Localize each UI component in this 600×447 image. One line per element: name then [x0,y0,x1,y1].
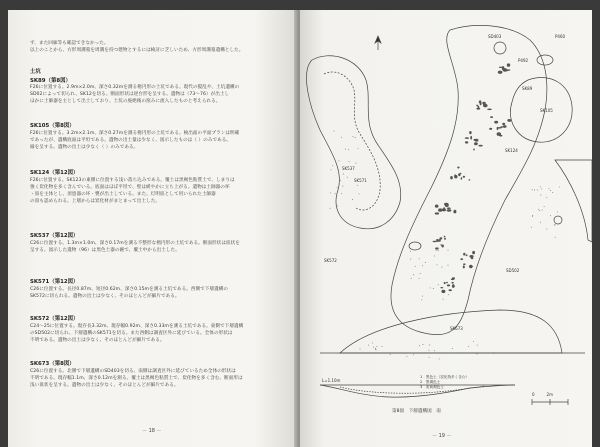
scale-label: 0 2m [532,392,553,397]
pebble-mark [445,283,446,284]
stone-mark [480,102,482,105]
pebble-mark [413,274,414,275]
pebble-mark [353,136,354,137]
plan-label: P492 [518,58,529,63]
pebble-mark [330,208,331,209]
stone-mark [498,127,502,129]
pebble-mark [549,188,550,189]
pebble-mark [357,148,358,149]
entry-line: ほかに土師器を主として出土しており、土坑の廃絶後の窪みに流入したものと考えられる。 [30,99,221,104]
entry-line: F26に位置する。SK123の東側に位置する浅い落ち込みである。覆土は黒褐色粘質土で、しまりは [30,178,235,183]
pebble-mark [477,345,478,346]
pebble-mark [550,190,551,191]
pebble-mark [356,163,357,164]
entry-line: F26に位置する。2.9m×2.0m、深さ0.32mを測る楕円形の土坑である。現代の撹乱や、土坑遺構の [30,85,240,90]
pebble-mark [422,296,423,297]
pebble-mark [415,266,416,267]
entry-line: のSD502に切られ、下層遺構のSK571を切る。また西側は調査区外に延びている。全体の形状は [30,331,233,336]
stone-mark [507,63,510,66]
pebble-mark [429,350,430,351]
stone-mark [444,238,446,240]
stone-mark [463,265,465,268]
stone-mark [471,257,474,259]
entry-heading: SK89（第8図） [30,78,71,84]
stone-mark [445,204,449,207]
pebble-mark [532,216,533,217]
plan-label: SD502 [506,268,520,273]
stone-mark [463,263,466,265]
section-profile [320,385,515,397]
pit-outline [554,216,562,224]
entry-heading: SK571（第12図） [30,279,79,285]
stone-mark [440,287,443,288]
pebble-mark [375,348,376,349]
pebble-mark [421,299,422,300]
pebble-mark [347,177,348,178]
stone-mark [469,255,473,258]
pebble-mark [348,149,349,150]
plan-label: SK673 [450,326,463,331]
pebble-mark [425,262,426,263]
entry-line: SD02によって切られ、SK12を切る。断面形状は逆台形を呈する。遺物は（73〜76）が出土し [30,92,230,97]
plan-label: SK105 [540,108,553,113]
pebble-mark [419,258,420,259]
pebble-mark [534,190,535,191]
legend-item: 1 黒色土（炭化物多く含む） [420,375,470,379]
entry-line: C26に位置する。北側で下層遺構のSD403を切る。南側は調査区外に延びているため全体の形状は [30,369,236,374]
pebble-mark [334,131,335,132]
stone-mark [469,131,471,134]
pebble-mark [429,345,430,346]
plan-label: SK571 [354,178,367,183]
stone-mark [451,282,453,284]
legend-item: 2 黒褐色土 [420,380,441,384]
stone-mark [466,254,468,256]
stone-mark [503,125,507,128]
pebble-mark [541,188,542,189]
right-folio: － 19 － [432,433,452,439]
stone-mark [474,142,478,145]
pebble-mark [420,273,421,274]
stone-mark [502,123,505,125]
left-folio: － 18 － [142,428,162,434]
right-band [555,160,592,242]
pebble-mark [413,354,414,355]
pebble-mark [538,209,539,210]
stone-mark [463,176,465,178]
pebble-mark [359,193,360,194]
stone-mark [507,119,511,122]
legend-item: 3 灰黄褐色土 [420,385,444,389]
pebble-mark [552,192,553,193]
pebble-mark [554,225,555,226]
pebble-mark [532,189,533,190]
pebble-mark [448,294,449,295]
pebble-mark [382,346,383,347]
pebble-mark [339,160,340,161]
stone-mark [470,136,472,140]
plan-label: SD403 [488,34,502,39]
entry-line: SK572に切られる。遺物の出土は少なく、そのほとんどが細片である。 [30,294,180,299]
upper-left-feature [307,56,401,229]
stone-mark [450,176,453,179]
pebble-mark [372,342,373,343]
entry-heading: SK105（第8図） [30,123,75,129]
pebble-mark [539,210,540,211]
stone-mark [449,289,452,291]
pit-outline [494,42,506,54]
entry-line: C24〜25に位置する。現存長3.32m、現存幅0.92m、深さ0.33mを測る土坑である。東側で下層遺構 [30,324,244,329]
pebble-mark [544,206,545,207]
plan-label: P460 [555,34,566,39]
entry-line: C26に位置する。1.3m×1.0m、深さ0.17mを測る不整形な楕円形の土坑である。断面形状は皿状を [30,241,240,246]
pebble-mark [410,259,411,260]
pebble-mark [419,345,420,346]
pebble-mark [368,345,369,346]
entry-line: 縁を呈する。遺物の出土は少なく（ ）のみである。 [30,145,139,150]
entry-line: であったが、遺構底面は平坦である。遺物の出土量は少なく、図示したものは（ ）のみである。 [30,138,232,143]
pebble-mark [537,190,538,191]
entry-line: C26に位置する。長径0.87m、短径0.62m、深さ0.15mを測る土坑である。西側で下層遺構の [30,287,229,292]
stone-mark [437,241,440,242]
stone-mark [435,212,439,214]
scale-bar [532,399,568,405]
stone-mark [476,108,480,110]
pebble-mark [555,224,556,225]
pebble-mark [352,199,353,200]
pebble-mark [422,265,423,266]
stone-mark [433,241,437,242]
pebble-mark [434,350,435,351]
stone-mark [473,149,475,151]
pebble-mark [443,299,444,300]
stone-mark [469,179,471,180]
entry-line: 呈する。図示した遺物（96）は黒色土器の碗で、覆土中から出土した。 [30,248,180,253]
pebble-mark [335,193,336,194]
pebble-mark [422,344,423,345]
stone-mark [457,167,459,169]
pebble-mark [468,346,469,347]
pebble-mark [559,186,560,187]
entry-line: 浅い皿状を呈する。遺物の出土は少なく、そのほとんどが細片である。 [30,383,179,388]
pebble-mark [557,211,558,212]
stone-mark [498,71,503,74]
pebble-mark [540,222,541,223]
pebble-mark [439,358,440,359]
stone-mark [487,109,492,111]
stone-mark [435,205,439,208]
pebble-mark [438,284,439,285]
intro-line: 以上のことから、方形周溝墓を周溝を持つ建物とするには検討に乏しいため、方形周溝墓遺構とした。 [30,48,244,53]
pebble-mark [390,354,391,355]
pebble-mark [546,197,547,198]
entry-line: 不明である。遺物の出土は少なく、そのほとんどが細片である。 [30,338,165,343]
stone-mark [469,265,472,269]
entry-line: の皿も認められる。上層からは炭化材がまとまって出土した。 [30,199,161,204]
pebble-mark [332,165,333,166]
section-title: 土坑 [30,69,41,75]
stone-mark [463,253,465,256]
entry-line: 不明である。現存幅1.1m、深さ0.12mを測る。覆土は黒褐色粘質土で、炭化物を多く含む。断面形は [30,376,243,381]
stone-mark [447,209,452,212]
pebble-mark [441,267,442,268]
pebble-mark [337,187,338,188]
section-legend [420,374,469,389]
pebble-mark [493,353,494,354]
stone-mark [506,69,508,71]
pebble-mark [349,161,350,162]
pebble-mark [376,349,377,350]
stone-mark [502,68,506,71]
figure-caption: 第8図 下層遺構図 南 [392,409,441,414]
pebble-mark [433,288,434,289]
entry-heading: SK572（第12図） [30,316,79,322]
pebble-mark [438,250,439,251]
north-arrow-icon [375,36,381,50]
pit-outline [537,55,553,65]
section-label: L=1.10m [322,378,341,383]
pebble-mark [337,205,338,206]
pebble-mark [341,137,342,138]
pebble-mark [330,169,331,170]
pebble-mark [357,185,358,186]
pebble-mark [410,251,411,252]
stone-mark [472,251,475,254]
stone-mark [441,290,445,293]
pebble-mark [429,357,430,358]
lower-mound [340,310,562,353]
pebble-mark [340,180,341,181]
pebble-mark [546,228,547,229]
pebble-mark [341,193,342,194]
plan-label: SK572 [324,258,337,263]
stone-mark [494,121,498,124]
stone-mark [452,284,455,288]
stone-mark [435,247,439,249]
stone-mark [483,104,488,108]
pebble-mark [373,347,374,348]
pebble-mark [411,278,412,279]
entry-line: ・皿を主体とし、須恵器の坏・甕が出土している。また、灯明皿として用いられた土師器 [30,192,216,197]
pebble-mark [555,237,556,238]
pebble-mark [434,256,435,257]
pebble-mark [355,137,356,138]
pebble-mark [430,287,431,288]
stone-mark [478,145,482,147]
pebble-mark [473,341,474,342]
pebble-mark [531,227,532,228]
site-plan-drawing [300,10,592,447]
intro-line: ず、また回廊等も確認できなかった。 [30,41,109,46]
stone-mark [465,137,469,139]
stone-mark [490,116,493,118]
stone-mark [499,67,502,68]
plan-label: SK89 [522,86,533,91]
pebble-mark [406,356,407,357]
stone-mark [447,284,450,286]
pebble-mark [550,215,551,216]
stone-mark [451,279,454,280]
pebble-mark [532,215,533,216]
stone-mark [447,207,451,209]
pebble-mark [542,210,543,211]
pebble-mark [342,186,343,187]
pebble-mark [540,186,541,187]
pebble-mark [330,192,331,193]
pebble-mark [419,278,420,279]
upper-left-inner [324,72,380,210]
entry-line: F26に位置する。3.2m×2.1m、深さ0.27mを測る楕円形の土坑である。検出面の平面プランは明確 [30,131,240,136]
stone-mark [474,140,476,141]
stone-mark [453,210,456,214]
entry-heading: SK673（第8図） [30,361,75,367]
pebble-dots [330,131,561,360]
plan-label: SK124 [505,148,518,153]
entry-heading: SK537（第12図） [30,233,79,239]
stone-mark [444,236,446,238]
pebble-mark [477,353,478,354]
stone-mark [489,128,492,130]
stone-mark [446,282,448,284]
pebble-mark [375,349,376,350]
entry-heading: SK124（第12図） [30,170,79,176]
stone-mark [454,175,457,178]
stone-mark [497,132,501,136]
pebble-mark [448,265,449,266]
entry-line: 強く炭化物を多く含んでいる。底面はほぼ平坦で、壁は緩やかに立ち上がる。遺物は土師器の坏 [30,185,230,190]
pebble-mark [345,149,346,150]
stone-mark [497,127,499,130]
stone-mark [442,208,446,211]
plan-label: SK537 [342,166,355,171]
pebble-mark [376,346,377,347]
pebble-mark [452,348,453,349]
pebble-mark [343,174,344,175]
pebble-mark [436,250,437,251]
stone-mark [460,258,463,260]
pebble-mark [360,349,361,350]
pebble-mark [448,250,449,251]
pebble-mark [540,195,541,196]
stone-mark [442,245,444,248]
stone-mark [458,174,461,175]
pebble-mark [437,264,438,265]
pit-outline [409,242,421,250]
stone-mark [461,177,463,180]
stone-clusters [433,63,512,293]
stone-mark [465,141,468,143]
